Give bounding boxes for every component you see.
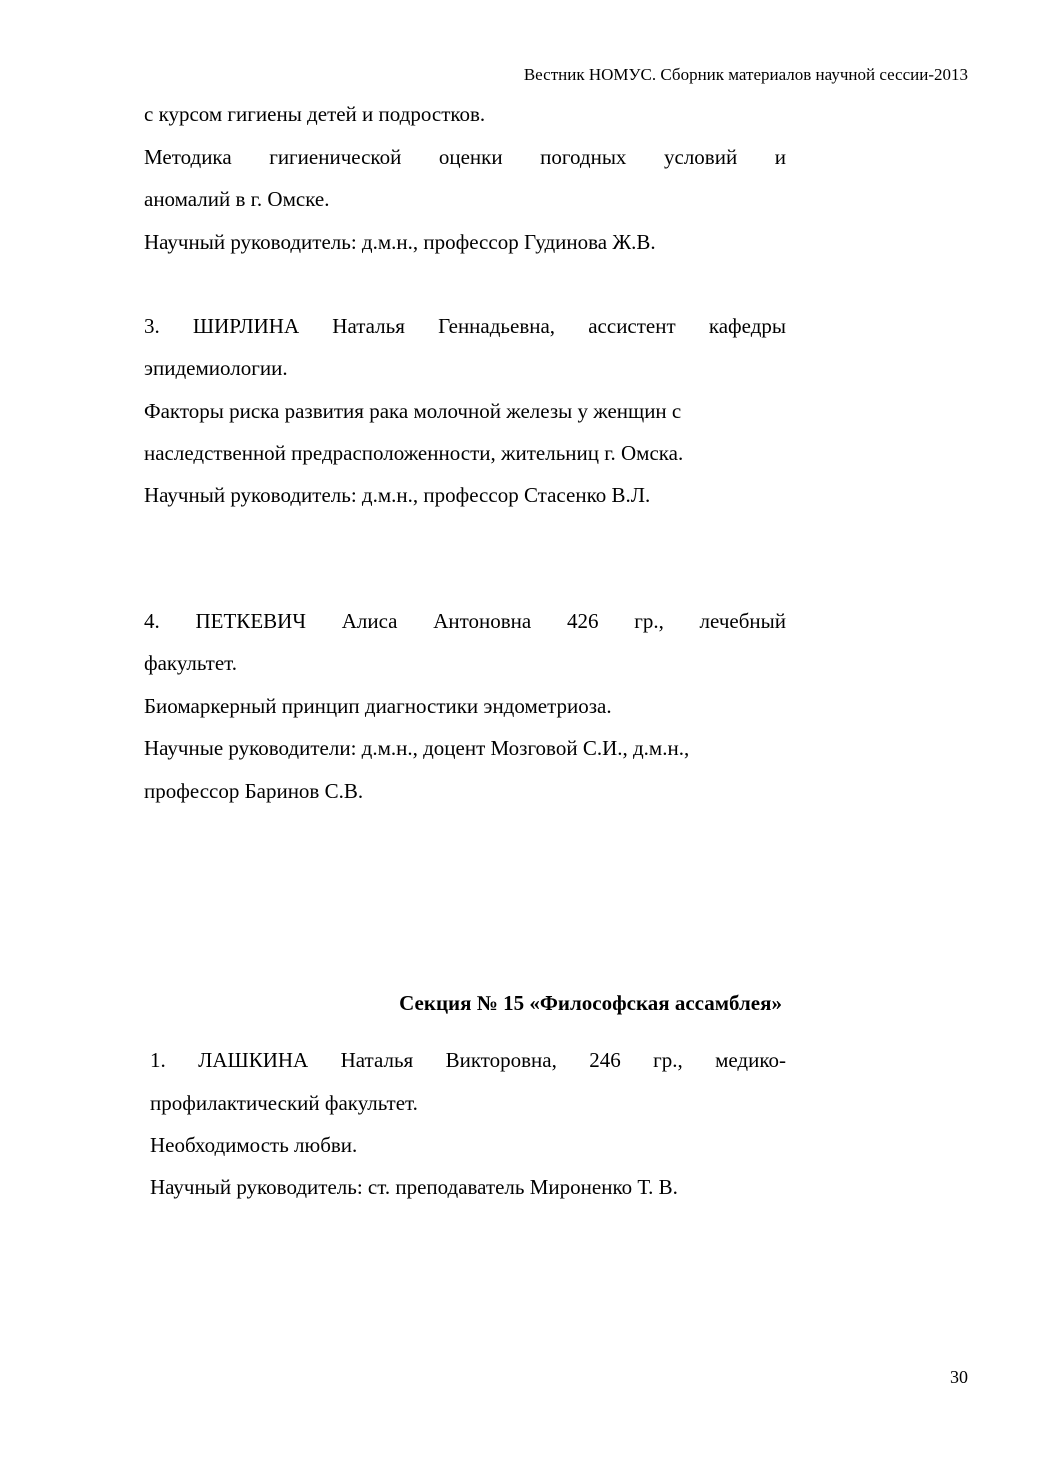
entry-author-line: 4. ПЕТКЕВИЧ Алиса Антоновна 426 гр., лечебный <box>144 609 786 633</box>
entry-title-line: аномалий в г. Омске. <box>144 187 330 211</box>
entry-supervisor-line: Научные руководители: д.м.н., доцент Мозговой С.И., д.м.н., <box>144 736 690 760</box>
entry-author-line: факультет. <box>144 651 238 675</box>
entry-supervisor-line: Научный руководитель: ст. преподаватель Мироненко Т. В. <box>150 1175 678 1199</box>
entry-author-line: 3. ШИРЛИНА Наталья Геннадьевна, ассистент кафедры <box>144 314 786 338</box>
entry-title-line: Факторы риска развития рака молочной железы у женщин с <box>144 399 682 423</box>
page-number: 30 <box>950 1367 968 1387</box>
entry-title-line: наследственной предрасположенности, жительниц г. Омска. <box>144 441 684 465</box>
running-header: Вестник НОМУС. Сборник материалов научной сессии-2013 <box>523 65 968 84</box>
entry-department-line: с курсом гигиены детей и подростков. <box>144 102 486 126</box>
entry-title-line: Биомаркерный принцип диагностики эндометриоза. <box>144 694 612 718</box>
entry-supervisor-line: Научный руководитель: д.м.н., профессор Стасенко В.Л. <box>144 483 651 507</box>
section-title: Секция № 15 «Философская ассамблея» <box>399 991 782 1015</box>
entry-title-line: Необходимость любви. <box>150 1133 358 1157</box>
entry-author-line: эпидемиологии. <box>144 356 288 380</box>
entry-supervisor-line: Научный руководитель: д.м.н., профессор Гудинова Ж.В. <box>144 230 656 254</box>
entry-author-line: 1. ЛАШКИНА Наталья Викторовна, 246 гр., медико- <box>150 1048 786 1072</box>
entry-supervisor-line: профессор Баринов С.В. <box>144 779 364 803</box>
entry-title-line: Методика гигиенической оценки погодных условий и <box>144 145 786 169</box>
entry-author-line: профилактический факультет. <box>150 1091 418 1115</box>
